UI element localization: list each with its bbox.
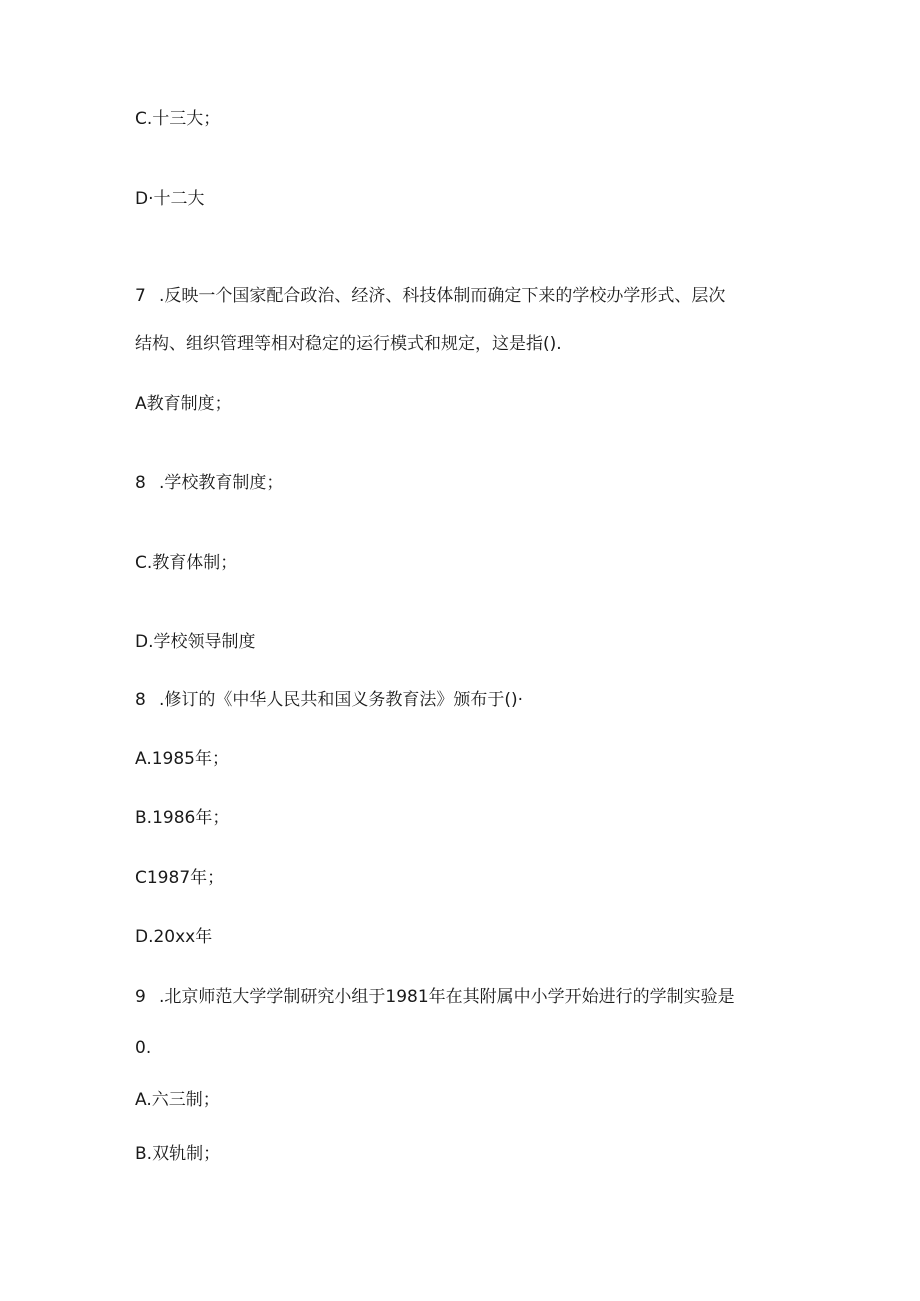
question-7-option-c-text: C.教育体制； <box>135 553 238 573</box>
question-7-number: 7 <box>135 286 146 306</box>
option-d-text: D·十二大 <box>135 189 205 209</box>
question-8-option-d-text: D.20xx年 <box>135 927 213 947</box>
question-8-line <box>135 689 523 711</box>
question-9-option-b <box>135 1143 220 1165</box>
question-7-text-2: 结构、组织管理等相对稳定的运行模式和规定，这是指(). <box>135 334 562 354</box>
question-7-line-2 <box>135 333 562 355</box>
question-9-option-a <box>135 1089 220 1111</box>
question-9-text-2: 0. <box>135 1038 152 1058</box>
question-8-option-d <box>135 926 212 948</box>
question-7-option-d <box>135 631 256 653</box>
question-9-option-b-text: B.双轨制； <box>135 1144 221 1164</box>
question-7-option-b-number: 8 <box>135 473 146 493</box>
question-7-option-b <box>135 472 283 494</box>
question-7-option-a <box>135 393 232 415</box>
question-9-text-1: .北京师范大学学制研究小组于1981年在其附属中小学开始进行的学制实验是 <box>159 987 735 1007</box>
question-7-option-b-text: .学校教育制度； <box>159 473 284 493</box>
option-c-line <box>135 108 220 130</box>
question-8-option-c-text: C1987年； <box>135 868 225 888</box>
question-8-option-b <box>135 807 229 829</box>
option-c-text: C.十三大； <box>135 109 221 129</box>
question-7-option-a-text: A教育制度； <box>135 394 232 414</box>
question-8-number: 8 <box>135 690 146 710</box>
question-8-option-b-text: B.1986年； <box>135 808 230 828</box>
question-7-line-1 <box>135 285 725 307</box>
question-8-option-c <box>135 867 224 889</box>
question-8-text: .修订的《中华人民共和国义务教育法》颁布于()· <box>159 690 524 710</box>
question-7-option-c <box>135 552 237 574</box>
question-8-option-a-text: A.1985年； <box>135 749 229 769</box>
question-9-line-1 <box>135 986 735 1008</box>
question-7-option-d-text: D.学校领导制度 <box>135 632 256 652</box>
question-8-option-a <box>135 748 229 770</box>
question-9-option-a-text: A.六三制； <box>135 1090 220 1110</box>
question-9-number: 9 <box>135 987 146 1007</box>
question-9-line-2 <box>135 1037 151 1059</box>
question-7-text-1: .反映一个国家配合政治、经济、科技体制而确定下来的学校办学形式、层次 <box>159 286 726 306</box>
option-d-line <box>135 188 205 210</box>
